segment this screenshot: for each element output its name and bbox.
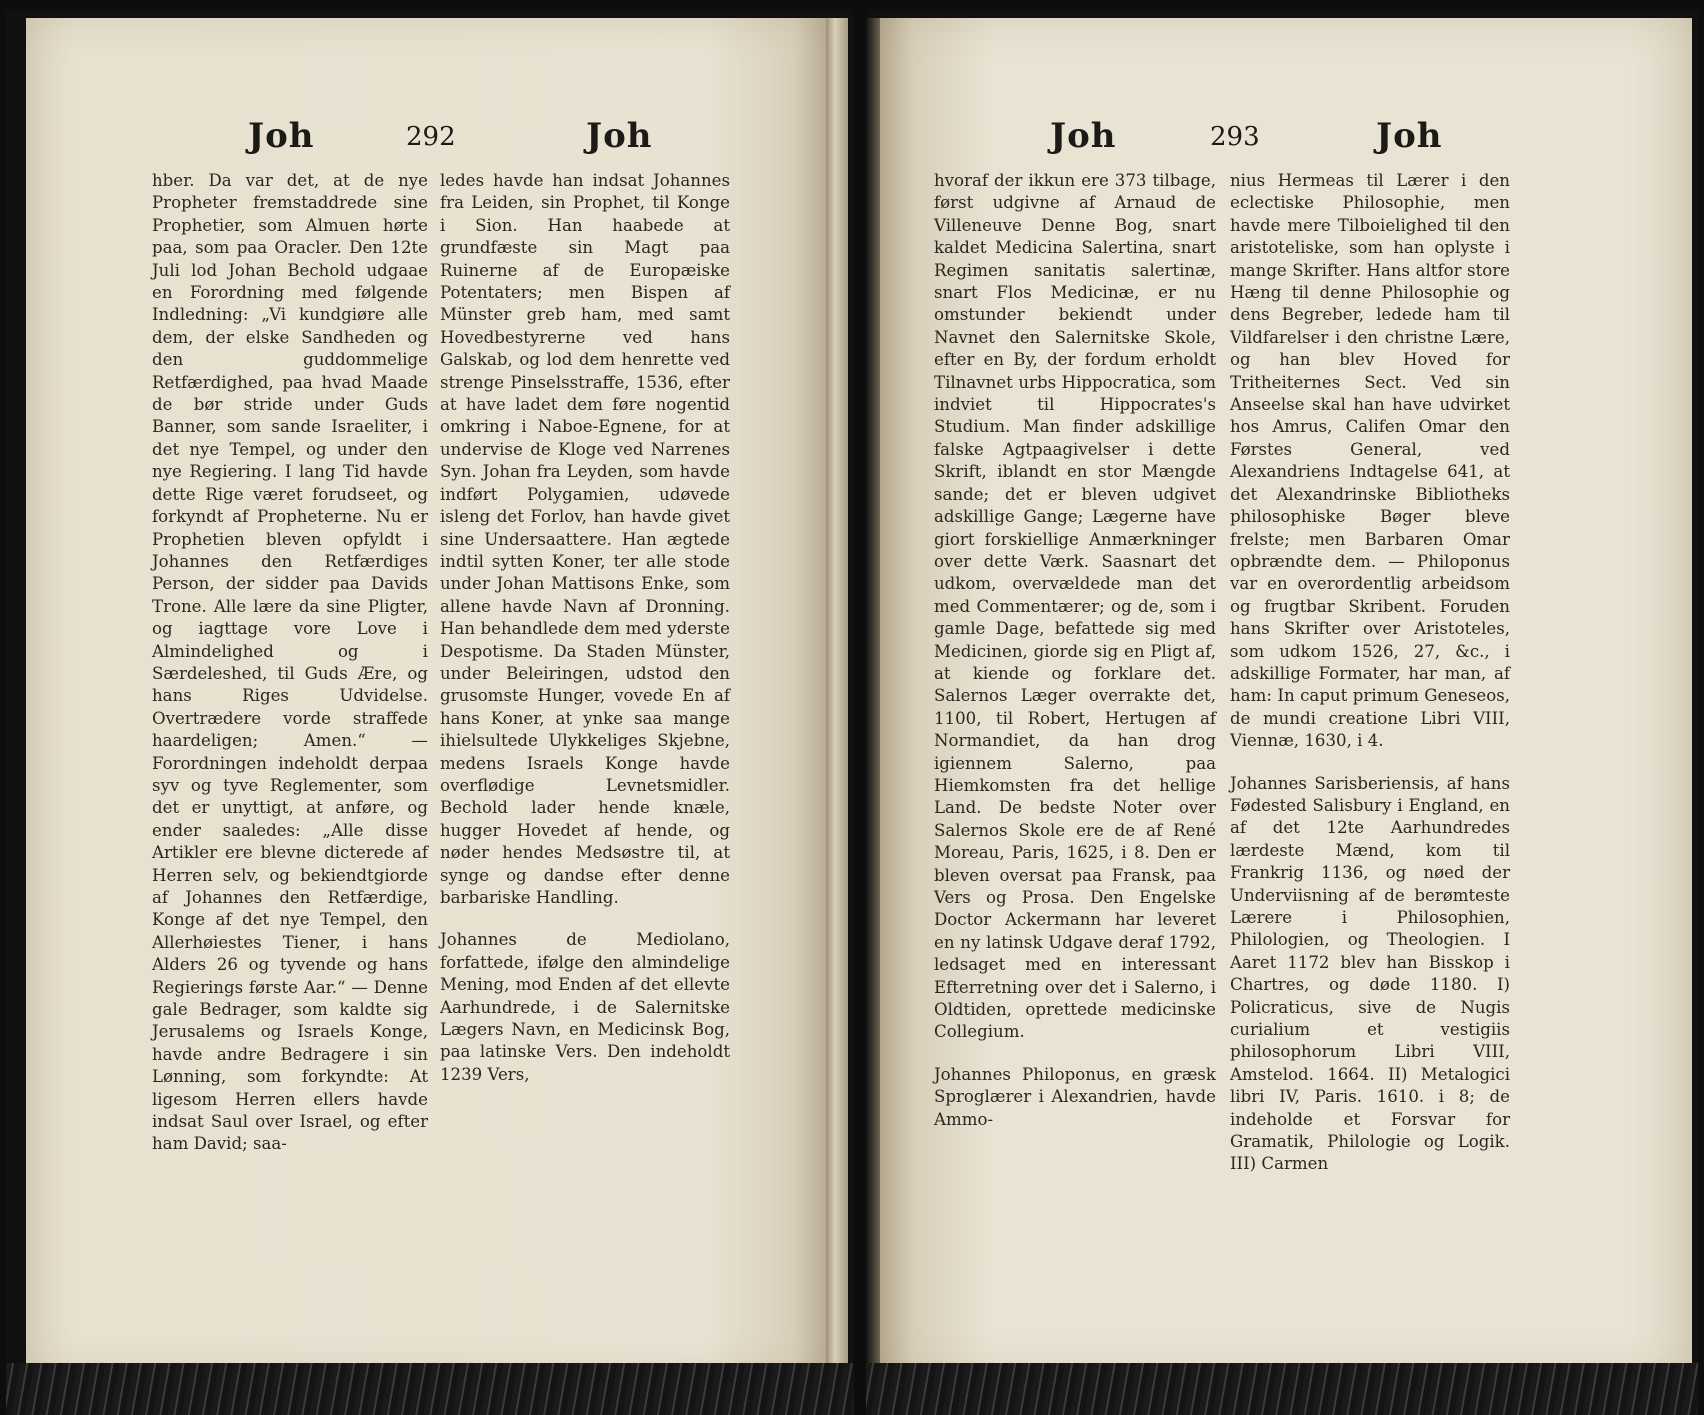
page-edges bbox=[6, 1363, 854, 1415]
paragraph: hber. Da var det, at de nye Propheter fremstaddrede sine Prophetier, som Almuen hørte paa, som paa Oracler. Den 12te Juli lod Johan Bechold udgaae en Forordning med følgende Indledning: „Vi kundgiøre alle dem, der elske Sandheden og den guddommelige Retfærdighed, paa hvad Maade de bør stride under Guds Banner, som sande Israeliter, i det nye Tempel, og under den nye Regiering. I lang Tid havde dette Rige været forudseet, og forkyndt af Propheterne. Nu er Prophetien bleven opfyldt i Johannes den Retfærdiges Person, der sidder paa Davids Trone. Alle lære da sine Pligter, og iagttage vore Love i Almindelighed og i Særdeleshed, til Guds Ære, og hans Riges Udvidelse. Overtrædere vorde straffede haardeligen; Amen.“ — Forordningen indeholdt derpaa syv og tyve Reglementer, som det er unyttigt, at anføre, og ender saaledes: „Alle disse Artikler ere blevne dicterede af Herren selv, og bekiendtgiorde af Johannes den Retfærdige, Konge af det nye Tempel, den Allerhøiestes Tiener, i hans Alders 26 og tyvende og hans Regierings første Aar.“ — Denne gale Bedrager, som kaldte sig Jerusalems og Israels Konge, havde andre Bedragere i sin Lønning, som forkyndte: At ligesom Herren ellers havde indsat Saul over Israel, og efter ham David; saa- bbox=[152, 171, 428, 1154]
paragraph: nius Hermeas til Lærer i den eclectiske Philosophie, men havde mere Tilboielighed til den aristoteliske, som han oplyste i mange Skrifter. Hans altfor store Hæng til denne Philosophie og dens Begreber, ledede ham til Vildfarelser i den christne Lære, og han blev Hoved for Tritheiternes Sect. Ved sin Anseelse skal han have udvirket hos Amrus, Califen Omar den Førstes General, ved Alexandriens Indtagelse 641, at det Alexandrinske Bibliotheks philosophiske Bøger bleve frelste; men Barbaren Omar opbrændte dem. — Philoponus var en overordentlig arbeidsom og frugtbar Skribent. Foruden hans Skrifter over Aristoteles, som udkom 1526, 27, &c., i adskillige Formater, har man, af ham: In caput primum Geneseos, de mundi creatione Libri VIII, Viennæ, 1630, i 4. bbox=[1230, 171, 1510, 751]
right-page-scan bbox=[866, 10, 1698, 1415]
paragraph: hvoraf der ikkun ere 373 tilbage, først udgivne af Arnaud de Villeneuve Denne Bog, snart kaldet Medicina Salertina, snart Regimen sanitatis salertinæ, snart Flos Medicinæ, er nu omstunder bekiendt under Navnet den Salernitske Skole, efter en By, der fordum erholdt Tilnavnet urbs Hippocratica, som indviet til Hippocrates's Studium. Man finder adskillige falske Agtpaagivelser i dette Skrift, iblandt en stor Mængde sande; det er bleven udgivet adskillige Gange; Lægerne have giort forskiellige Anmærkninger over dette Værk. Saasnart det udkom, overvældede man det med Commentærer; og de, som i gamle Dage, befattede sig med Medicinen, giorde sig en Pligt af, at kiende og forklare det. Salernos Læger overrakte det, 1100, til Robert, Hertugen af Normandiet, da han drog igiennem Salerno, paa Hiemkomsten fra det hellige Land. De bedste Noter over Salernos Skole ere de af René Moreau, Paris, 1625, i 8. Den er bleven oversat paa Fransk, paa Vers og Prosa. Den Engelske Doctor Ackermann har leveret en ny latinsk Udgave deraf 1792, ledsaget med en interessant Efterretning over det i Salerno, i Oldtiden, oprettede medicinske Collegium. bbox=[934, 171, 1216, 1042]
header-word-left: Joh bbox=[1050, 116, 1117, 156]
page-edges bbox=[866, 1363, 1698, 1415]
book-gutter bbox=[826, 18, 848, 1374]
page-293 bbox=[880, 18, 1692, 1374]
running-header bbox=[26, 116, 826, 166]
header-word-right: Joh bbox=[586, 116, 653, 156]
entry-johannes-philoponus: Johannes Philoponus, en græsk Sproglærer i Alexandrien, havde Ammo- bbox=[934, 1064, 1216, 1129]
text-column-2 bbox=[1230, 170, 1510, 1176]
header-word-right: Joh bbox=[1376, 116, 1443, 156]
left-page-scan bbox=[6, 10, 854, 1415]
paragraph: ledes havde han indsat Johannes fra Leiden, sin Prophet, til Konge i Sion. Han haabede at grundfæste sin Magt paa Ruinerne af de Europæiske Potentaters; men Bispen af Münster greb ham, med samt Hovedbestyrerne ved hans Galskab, og lod dem henrette ved strenge Pinselsstraffe, 1536, efter at have ladet dem føre nogentid omkring i Naboe-Egnene, for at undervise de Kloge ved Narrenes Syn. Johan fra Leyden, som havde indført Polygamien, udøvede isleng det Forlov, han havde givet sine Undersaattere. Han ægtede indtil sytten Koner, ter alle stode under Johan Mattisons Enke, som allene havde Navn af Dronning. Han behandlede dem med yderste Despotisme. Da Staden Münster, under Beleiringen, udstod den grusomste Hunger, vovede En af hans Koner, at ynke saa mange ihielsultede Ulykkeliges Skjebne, medens Israels Konge havde overflødige Levnetsmidler. Bechold lader hende knæle, hugger Hovedet af hende, og nøder hendes Medsøstre til, at synge og dandse efter denne barbariske Handling. bbox=[440, 171, 730, 907]
page-number: 293 bbox=[1210, 122, 1260, 152]
entry-johannes-sarisberiensis: Johannes Sarisberiensis, af hans Fødested Salisbury i England, en af det 12te Aarhundredes lærdeste Mænd, kom til Frankrig 1136, og nøed der Underviisning af de berømteste Lærere i Philosophien, Philologien, og Theologien. I Aaret 1172 blev han Bisskop i Chartres, og døde 1180. I) Policraticus, sive de Nugis curialium et vestigiis philosophorum Libri VIII, Amstelod. 1664. II) Metalogici libri IV, Paris. 1610. i 8; de indeholde et Forsvar for Gramatik, Philologie og Logik. III) Carmen bbox=[1230, 773, 1510, 1174]
text-column-1 bbox=[152, 170, 428, 1156]
text-column-2 bbox=[440, 170, 730, 1086]
book-gutter bbox=[866, 18, 880, 1374]
entry-johannes-de-mediolano: Johannes de Mediolano, forfattede, ifølge den almindelige Mening, mod Enden af det ellevte Aarhundrede, i de Salernitske Lægers Navn, en Medicinsk Bog, paa latinske Vers. Den indeholdt 1239 Vers, bbox=[440, 930, 730, 1084]
text-column-1 bbox=[934, 170, 1216, 1131]
running-header bbox=[880, 116, 1692, 166]
header-word-left: Joh bbox=[248, 116, 315, 156]
page-292 bbox=[26, 18, 826, 1374]
page-number: 292 bbox=[406, 122, 456, 152]
